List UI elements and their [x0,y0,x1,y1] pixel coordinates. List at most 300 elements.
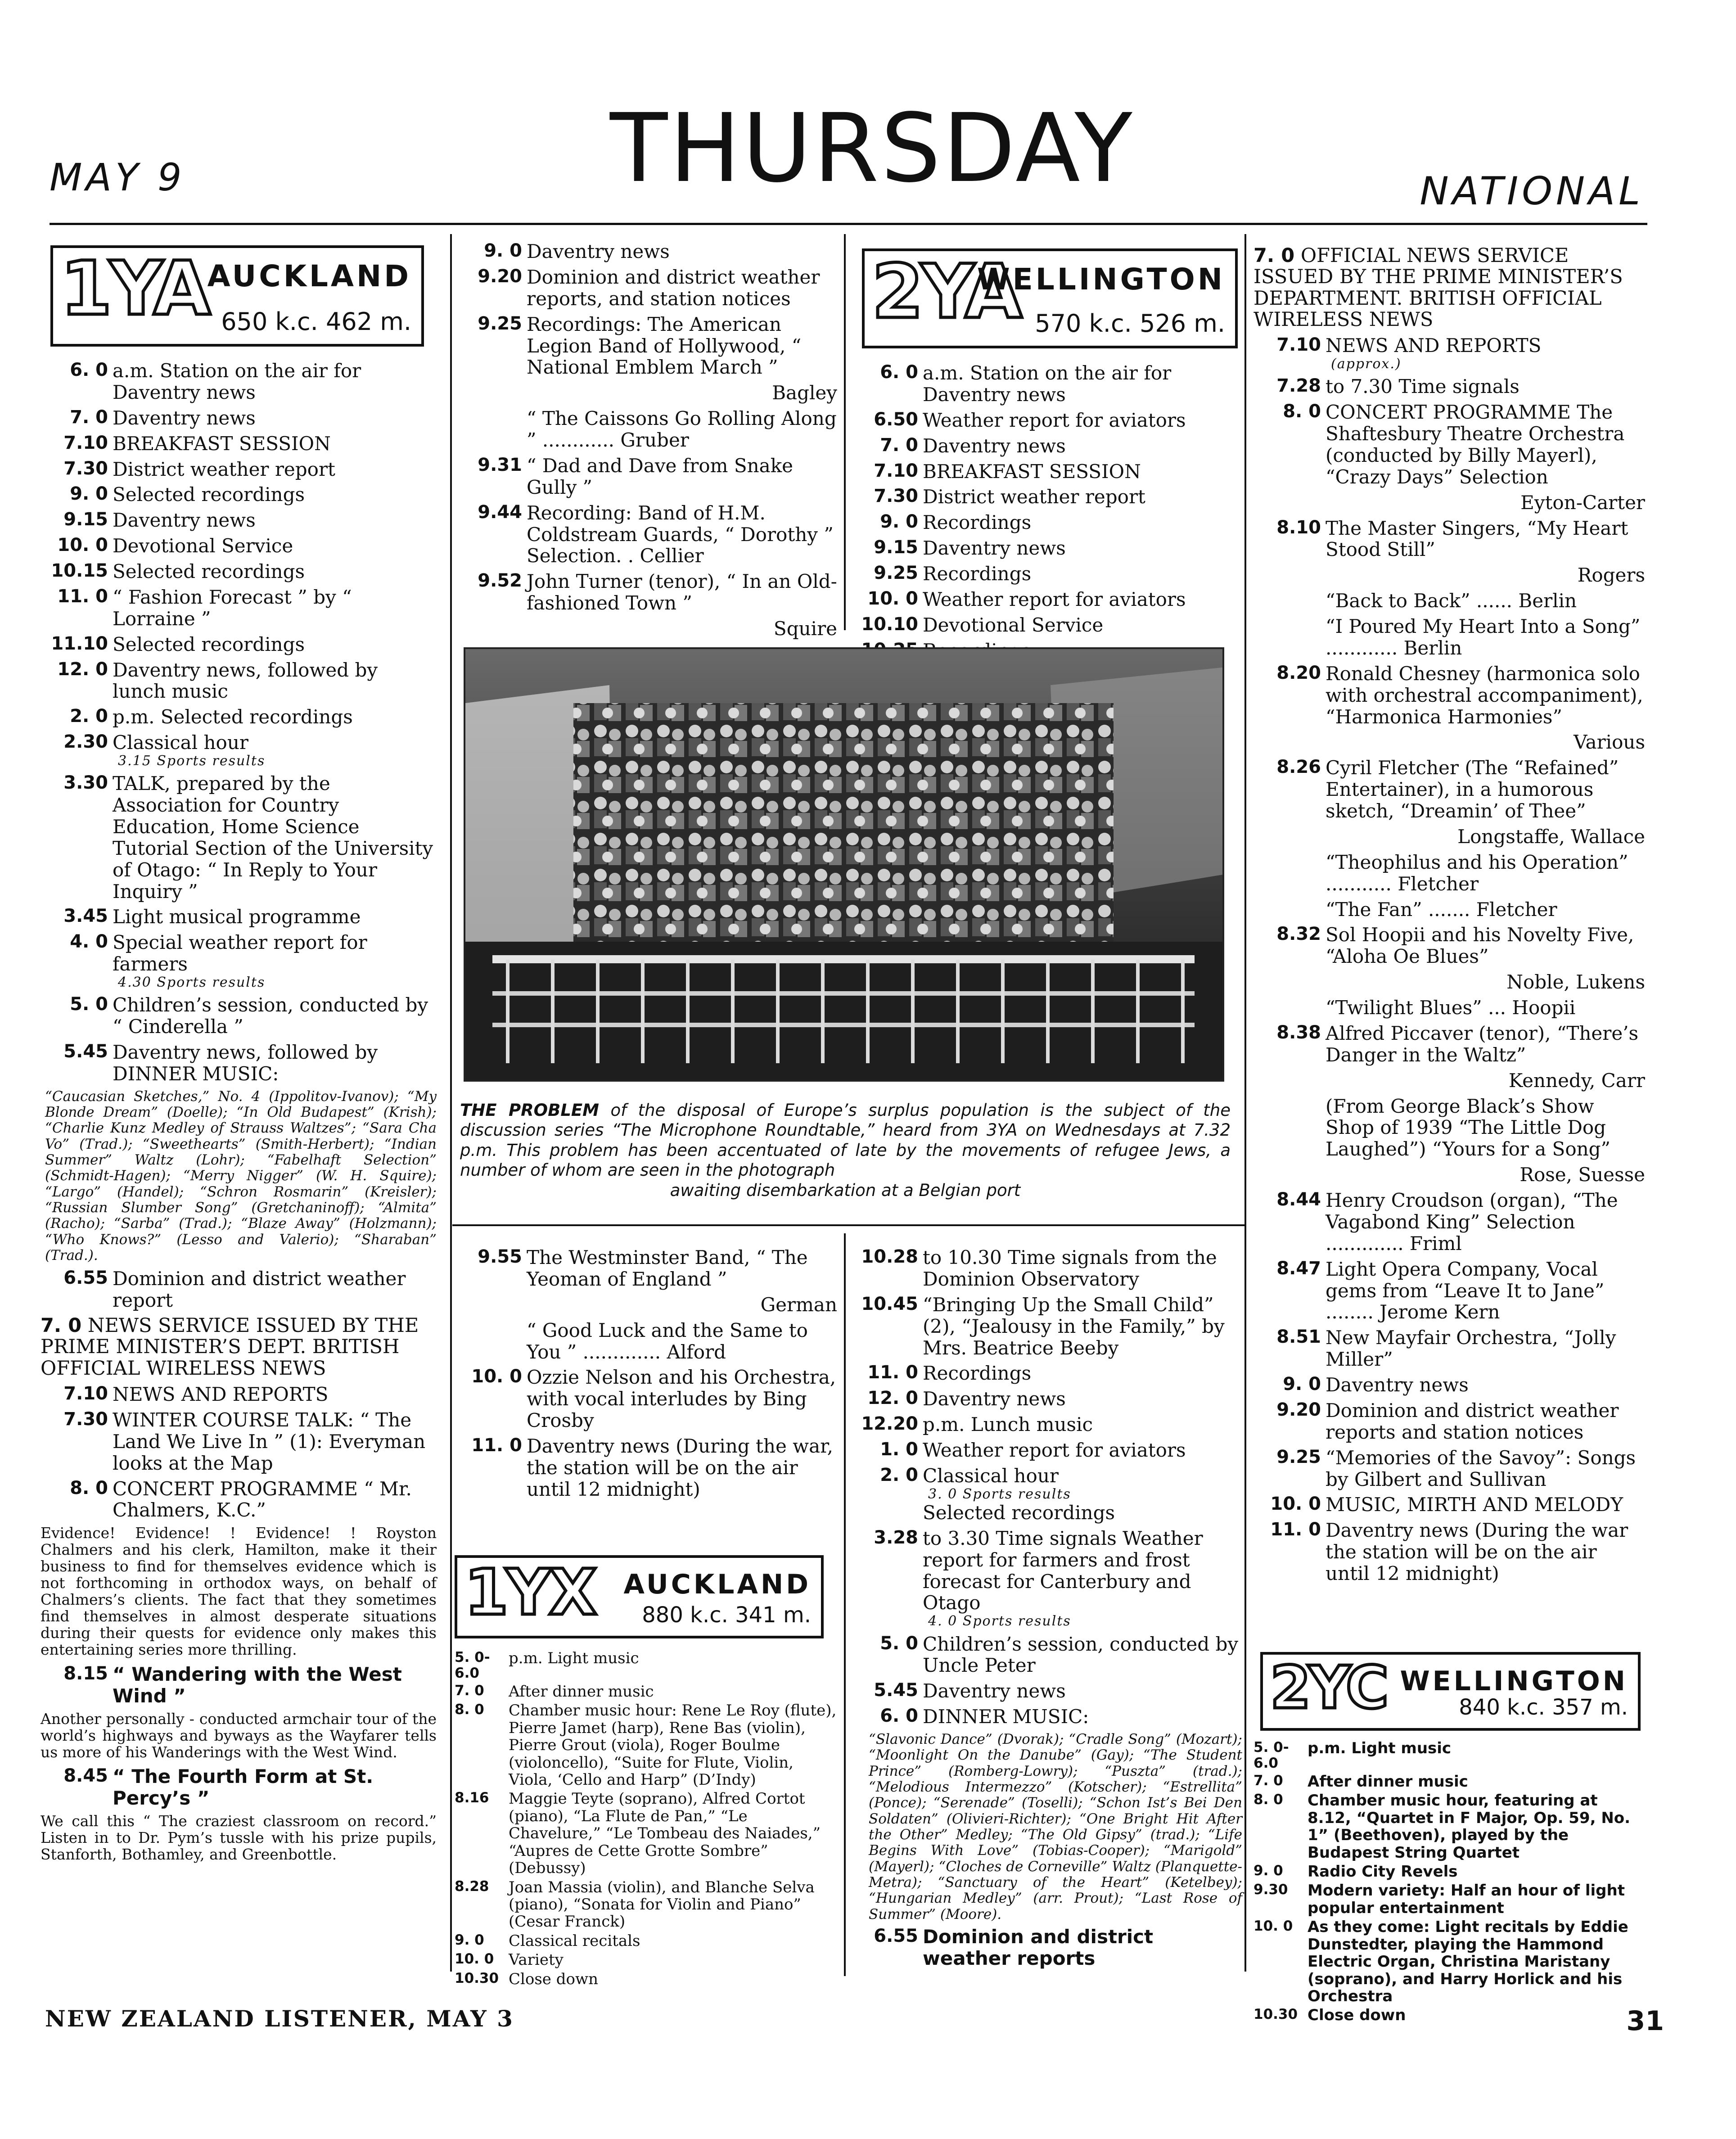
station-call-sign: 2YC [1270,1653,1386,1722]
schedule-text: Daventry news [923,1388,1066,1410]
schedule-list [41,1268,437,1311]
schedule-entry [1308,1792,1645,1861]
schedule-item [455,241,837,262]
schedule-time: 9. 0 [455,1931,484,1948]
schedule-item [1254,757,1645,822]
schedule-time: 3.45 [63,906,108,927]
schedule-time [455,408,522,451]
schedule-item [1254,852,1645,895]
dinner-music-list: “Slavonic Dance” (Dvorak); “Cradle Song” (Mozart); “Moonlight On the Danube” (Gay); “The Student Prince” (Romberg-Lowry); “Puszta” (trad.); “Melodious Intermezzo” (Kotscher); “Estrellita” (Ponce); “Serenade” (Toselli); “Schon Ist’s Bei Den Soldaten” (Olivieri-Richter); “One Bright Hit After the Other” Medley; “The Old Gipsy” (trad.); “Life Begins With Love” (Tobias-Cooper); “Marigold” (Mayerl); “Cloches de Corneville” Waltz (Planquette-Metra); “Sanctuary of the Heart” (Ketelbey); “Hungarian Medley” (arr. Prout); “Last Rose of Summer” (Moore). [869,1731,1242,1922]
schedule-time: 9.30 [1254,1882,1288,1898]
schedule-item [851,614,1242,636]
schedule-time: 8. 0 [70,1477,108,1498]
schedule-entry [1326,997,1645,1019]
schedule-list [1254,1740,1645,2024]
sports-results-note: 3. 0 Sports results [928,1486,1071,1502]
schedule-time: 8.20 [1276,662,1321,683]
schedule-text: After dinner music [1308,1773,1468,1791]
schedule-text: The Westminster Band, “ The Yeoman of England ” [527,1246,808,1290]
schedule-time: 12.20 [861,1413,918,1435]
schedule-item [1254,518,1645,561]
schedule-item [851,1388,1242,1410]
schedule-text: CONCERT PROGRAMME “ Mr. Chalmers, K.C.” [113,1477,412,1521]
schedule-item [455,1879,837,1931]
schedule-text: Recordings [923,1362,1032,1385]
schedule-item [41,1409,437,1474]
schedule-item [1254,1023,1645,1066]
schedule-item [1254,335,1645,372]
schedule-entry [113,659,437,703]
station-frequency: 570 k.c. 526 m. [1035,309,1225,338]
schedule-entry [1326,731,1645,753]
schedule-time: 8.15 [63,1663,108,1684]
schedule-time: 8. 0 [1283,401,1321,422]
schedule-text: Henry Croudson (organ), “The Vagabond King” Selection ............. Friml [1326,1189,1618,1255]
schedule-item [41,1664,437,1707]
station-box-1ya [50,245,424,347]
schedule-entry [509,1879,837,1931]
schedule-text: “ Dad and Dave from Snake Gully ” [527,454,793,498]
column-1ya-continued [455,241,837,644]
schedule-time: 3.28 [874,1527,918,1548]
schedule-text: “ The Fourth Form at St. Percy’s ” [113,1765,374,1810]
schedule-entry [113,773,437,902]
schedule-time: 7.10 [63,1383,108,1404]
schedule-list [41,360,437,1085]
page-number: 31 [1626,2005,1664,2037]
schedule-time: 9. 0 [1254,1863,1283,1879]
schedule-item [851,1926,1242,1969]
schedule-item [851,563,1242,585]
schedule-text: Close down [509,1970,598,1988]
schedule-text: Daventry news [923,434,1066,457]
schedule-item [1254,564,1645,586]
schedule-time: 8.44 [1276,1189,1321,1210]
schedule-time: 9.25 [1276,1446,1321,1467]
station-box-2yc [1260,1652,1641,1731]
schedule-text: Selected recordings [113,633,305,655]
schedule-item [41,906,437,928]
schedule-item [851,410,1242,431]
schedule-item [1254,924,1645,967]
schedule-time: 11.10 [51,633,108,654]
schedule-entry [509,1932,837,1949]
schedule-time [1254,852,1321,895]
schedule-list [1254,335,1645,1584]
schedule-item [851,1363,1242,1384]
station-call-sign: 2YA [872,248,1020,335]
schedule-text: Various [1574,731,1645,754]
schedule-time: 5. 0-6.0 [1254,1739,1289,1772]
schedule-list [41,1384,437,1521]
schedule-item [1254,1918,1645,2005]
schedule-item [41,634,437,655]
schedule-text: NEWS AND REPORTS [1326,334,1542,357]
column-1ya-late [455,1247,837,1504]
schedule-entry [923,1294,1242,1359]
schedule-item [851,512,1242,533]
schedule-text: p.m. Lunch music [923,1413,1093,1436]
schedule-text: Daventry news [113,509,256,532]
schedule-item [41,1042,437,1085]
schedule-item [1254,1792,1645,1861]
schedule-time: 8.51 [1276,1327,1321,1348]
schedule-time: 1. 0 [880,1439,918,1460]
schedule-entry [1308,1773,1645,1790]
schedule-list [851,362,1242,662]
schedule-time: 9. 0 [1283,1374,1321,1394]
schedule-item [1254,1863,1645,1880]
schedule-subtext: Selected recordings [923,1501,1115,1524]
schedule-entry [1326,852,1645,895]
schedule-text: “ Good Luck and the Same to You ” ............. Alford [527,1319,808,1363]
schedule-time: 8.16 [455,1790,489,1806]
schedule-text: (From George Black’s Show Shop of 1939 “The Little Dog Laughed”) “Yours for a Song” [1326,1095,1611,1160]
schedule-text: Weather report for aviators [923,409,1186,431]
schedule-time: 2. 0 [70,706,108,727]
schedule-text: Longstaffe, Wallace [1457,825,1645,848]
schedule-text: Recordings [923,563,1032,585]
schedule-item [455,618,837,640]
schedule-entry [1326,1096,1645,1160]
schedule-text: Radio City Revels [1308,1863,1458,1881]
schedule-item [1254,1773,1645,1790]
column-2yc [1254,1740,1645,2026]
column-divider [844,1233,846,1976]
schedule-entry [1326,1520,1645,1584]
schedule-time: 9.55 [478,1246,522,1267]
schedule-time: 7. 0 [41,1314,82,1337]
schedule-text: CONCERT PROGRAMME The Shaftesbury Theatre Orchestra (conducted by Billy Mayerl), “Crazy Days” Selection [1326,401,1625,488]
schedule-entry [527,1247,837,1290]
schedule-item [851,1680,1242,1702]
schedule-time: 7.10 [874,460,918,481]
schedule-text: John Turner (tenor), “ In an Old-fashioned Town ” [527,570,837,614]
schedule-entry [1326,1164,1645,1186]
schedule-text: Ronald Chesney (harmonica solo with orchestral accompaniment), “Harmonica Harmonies” [1326,662,1643,728]
schedule-item [455,382,837,404]
schedule-entry [509,1971,837,1988]
schedule-text: “Twilight Blues” ... Hoopii [1326,997,1576,1019]
schedule-text: p.m. Light music [509,1649,639,1667]
schedule-time: 7. 0 [1254,244,1295,267]
schedule-text: Recordings [923,511,1032,534]
schedule-text: Modern variety: Half an hour of light popular entertainment [1308,1882,1625,1917]
station-city: WELLINGTON [1400,1665,1628,1697]
schedule-time [455,618,522,640]
column-divider [1245,234,1246,1972]
schedule-text: Noble, Lukens [1506,971,1645,993]
news-service-item [1254,245,1645,330]
schedule-entry [1326,1494,1645,1516]
schedule-time: 7.30 [874,486,918,507]
column-1yx [455,1650,837,1990]
schedule-time: 5. 0-6.0 [455,1649,490,1682]
schedule-item [41,994,437,1038]
schedule-text: Maggie Teyte (soprano), Alfred Cortot (piano), “La Flute de Pan,” “Le Chavelure,” “Le Tombeau des Naiades,” “Aupres de Cette Grotte Sombre” (Debussy) [509,1790,821,1877]
schedule-time: 6. 0 [880,1706,918,1727]
schedule-item [1254,826,1645,848]
schedule-entry [1326,616,1645,659]
schedule-text: Recordings: The American Legion Band of Hollywood, “ National Emblem March ” [527,313,802,379]
schedule-text: NEWS SERVICE ISSUED BY THE PRIME MINISTER’S DEPT. BRITISH OFFICIAL WIRELESS NEWS [41,1314,419,1380]
schedule-text: to 3.30 Time signals Weather report for farmers and frost forecast for Canterbury and Otago [923,1527,1203,1614]
schedule-entry [1308,1863,1645,1880]
schedule-entry [923,435,1242,457]
schedule-item [455,1951,837,1968]
schedule-entry [923,1528,1242,1629]
schedule-entry [113,407,437,429]
program-blurb: Another personally - conducted armchair tour of the world’s highways and byways as the Wayfarer tells us more of his Wanderings with the West Wind. [41,1710,437,1761]
schedule-time: 9.20 [1276,1399,1321,1420]
schedule-entry [527,314,837,379]
schedule-entry [113,587,437,630]
schedule-time [1254,899,1321,921]
sports-results-note: 4. 0 Sports results [928,1613,1071,1629]
schedule-entry [527,1367,837,1431]
schedule-text: BREAKFAST SESSION [923,460,1141,483]
schedule-time: 6. 0 [880,362,918,383]
schedule-text: Weather report for aviators [923,1439,1186,1461]
schedule-entry [527,1435,837,1500]
schedule-item [41,773,437,902]
program-blurb: We call this “ The craziest classroom on record.” Listen in to Dr. Pym’s tussle with his prize pupils, Stanforth, Bothamley, and Greenbottle. [41,1812,437,1864]
schedule-item [1254,1740,1645,1771]
caption-rule [452,1224,1245,1226]
schedule-time: 8.47 [1276,1258,1321,1279]
schedule-text: Daventry news [923,537,1066,560]
schedule-text: Daventry news [527,240,670,262]
column-2ya-day [851,1247,1242,1973]
schedule-entry [923,1465,1242,1524]
schedule-text: Dominion and district weather reports and station notices [1326,1399,1619,1443]
schedule-text: Variety [509,1951,564,1969]
schedule-time: 10. 0 [57,535,108,556]
schedule-item [455,266,837,310]
schedule-text: Rogers [1577,564,1645,587]
schedule-text: Chamber music hour: Rene Le Roy (flute), Pierre Jamet (harp), Rene Bas (violin), Pierre Grout (viola), Roger Boulme (violoncello), “Suite for Flute, Violin, Viola, ‘Cello and Harp” (D’Indy) [509,1701,837,1789]
schedule-entry [1326,518,1645,561]
schedule-entry [113,732,437,769]
schedule-item [41,587,437,630]
schedule-time [1254,1096,1321,1160]
schedule-item [1254,1096,1645,1160]
schedule-time: 10.30 [1254,2006,1298,2023]
schedule-time: 9.44 [478,501,522,523]
schedule-time: 9. 0 [70,483,108,505]
footer-publication: NEW ZEALAND LISTENER, MAY 3 [45,2005,514,2032]
schedule-item [455,1702,837,1788]
schedule-item [1254,997,1645,1019]
schedule-text: Daventry news [1326,1374,1469,1396]
schedule-entry [1326,1259,1645,1323]
schedule-item [455,1367,837,1431]
schedule-time: 8. 0 [455,1701,484,1718]
schedule-entry [923,1634,1242,1677]
schedule-entry [923,1363,1242,1384]
schedule-entry [113,1409,437,1474]
sports-results-note: (approx.) [1331,356,1402,372]
schedule-entry [113,1268,437,1311]
schedule-text: Chamber music hour, featuring at 8.12, “Quartet in F Major, Op. 59, No. 1” (Beethoven), played by the Budapest String Quartet [1308,1792,1631,1862]
schedule-text: Squire [773,618,837,640]
schedule-entry [527,1320,837,1363]
schedule-item [455,1650,837,1681]
sports-results-note: 4.30 Sports results [118,975,266,991]
schedule-time: 9.20 [478,266,522,287]
schedule-entry [923,486,1242,508]
schedule-time: 8.32 [1276,924,1321,945]
schedule-item [41,484,437,505]
schedule-time: 9.31 [478,454,522,475]
schedule-item [41,706,437,728]
schedule-time: 7.10 [1276,334,1321,356]
schedule-time: 7. 0 [880,434,918,456]
network-label: NATIONAL [1420,169,1644,214]
schedule-entry [923,537,1242,559]
schedule-time: 5. 0 [70,994,108,1015]
schedule-entry [1326,971,1645,993]
schedule-time: 9.25 [478,313,522,334]
schedule-text: Daventry news [923,1680,1066,1702]
schedule-text: TALK, prepared by the Association for Country Education, Home Science Tutorial Section of the University of Otago: “ In Reply to Your Inquiry ” [113,772,433,903]
schedule-item [41,459,437,480]
schedule-text: “ Wandering with the West Wind ” [113,1663,402,1707]
schedule-text: “The Fan” ....... Fletcher [1326,898,1557,921]
schedule-item [41,535,437,557]
schedule-time: 9.25 [874,563,918,583]
schedule-entry [1308,1882,1645,1917]
schedule-text: NEWS AND REPORTS [113,1383,329,1405]
schedule-entry [923,1680,1242,1702]
schedule-item [41,1478,437,1521]
schedule-entry [113,360,437,403]
schedule-text: “Bringing Up the Small Child” (2), “Jealousy in the Family,” by Mrs. Beatrice Beeby [923,1293,1225,1359]
schedule-item [41,407,437,429]
schedule-entry [923,1706,1242,1728]
schedule-time: 9. 0 [880,511,918,532]
schedule-time: 2.30 [63,731,108,753]
schedule-entry [1326,1374,1645,1396]
schedule-item [1254,1190,1645,1255]
schedule-text: “Back to Back” ...... Berlin [1326,590,1577,612]
schedule-entry [527,502,837,567]
column-1ya [41,360,437,1868]
schedule-text: Cyril Fletcher (The “Refained” Entertainer), in a humorous sketch, “Dreamin’ of Thee” [1326,757,1619,822]
photo-caption [460,1101,1231,1200]
schedule-entry [923,563,1242,585]
schedule-entry [1326,402,1645,488]
schedule-item [851,1440,1242,1461]
station-city: WELLINGTON [977,262,1225,297]
schedule-item [41,360,437,403]
schedule-item [455,1247,837,1290]
schedule-time [1254,616,1321,659]
schedule-item [455,1932,837,1949]
column-divider [450,234,452,1972]
schedule-text: District weather report [113,458,335,480]
schedule-time: 10.30 [455,1970,499,1986]
schedule-time [455,1320,522,1363]
schedule-item [1254,663,1645,728]
station-box-1yx [455,1555,824,1638]
schedule-list [455,1247,837,1500]
schedule-text: German [760,1293,837,1316]
station-city: AUCKLAND [207,259,411,293]
schedule-item [455,1320,837,1363]
schedule-entry [923,1414,1242,1435]
schedule-entry [509,1702,837,1788]
schedule-entry [527,1294,837,1316]
schedule-entry [1326,1190,1645,1255]
schedule-time [1254,492,1321,514]
schedule-entry [113,1478,437,1521]
schedule-entry [113,994,437,1038]
schedule-time [1254,564,1321,586]
schedule-item [455,1294,837,1316]
schedule-text: Sol Hoopii and his Novelty Five, “Aloha Oe Blues” [1326,924,1634,968]
schedule-text: a.m. Station on the air for Daventry news [113,360,361,403]
schedule-text: New Mayfair Orchestra, “Jolly Miller” [1326,1327,1616,1371]
schedule-time [1254,1164,1321,1186]
schedule-item [1254,402,1645,488]
program-blurb: Evidence! Evidence! ! Evidence! ! Royston Chalmers and his clerk, Hamilton, make it their business to find for themselves evidence which is not forthcoming in orthodox ways, on behalf of Chalmers’s clients. The fact that they sometimes find themselves in almost desperate situations during their quests for evidence only makes this entertaining series more thrilling. [41,1524,437,1658]
schedule-time: 8.28 [455,1878,489,1895]
refugee-photograph [464,647,1224,1082]
schedule-time: 10. 0 [1270,1494,1321,1515]
column-divider [844,234,846,630]
station-frequency: 840 k.c. 357 m. [1459,1695,1628,1720]
schedule-time: 11. 0 [471,1435,522,1456]
schedule-time [1254,971,1321,993]
schedule-entry [113,706,437,728]
schedule-item [1254,616,1645,659]
schedule-text: Light musical programme [113,906,361,928]
schedule-entry [923,1440,1242,1461]
schedule-text: BREAKFAST SESSION [113,432,331,455]
schedule-time: 10.28 [861,1246,918,1267]
schedule-item [455,571,837,614]
schedule-entry [1326,564,1645,586]
schedule-item [41,561,437,582]
schedule-item [41,1766,437,1809]
schedule-text: Bagley [772,382,837,404]
schedule-time: 5.45 [63,1041,108,1062]
schedule-text: “I Poured My Heart Into a Song” ............ Berlin [1326,615,1641,659]
header-rule [50,223,1647,225]
schedule-time: 6.55 [63,1268,108,1289]
schedule-text: Special weather report for farmers [113,931,367,975]
photo-illustration [465,649,1224,1082]
schedule-text: Children’s session, conducted by Uncle Peter [923,1633,1239,1677]
schedule-entry [527,618,837,640]
schedule-time: 7.10 [63,432,108,453]
station-frequency: 880 k.c. 341 m. [642,1602,811,1628]
schedule-time: 10. 0 [1254,1918,1293,1935]
schedule-entry [113,1384,437,1405]
schedule-item [1254,1327,1645,1370]
schedule-time [1254,590,1321,612]
schedule-time: 10. 0 [867,588,918,609]
schedule-text: DINNER MUSIC: [923,1706,1089,1728]
news-service-item [41,1315,437,1379]
schedule-text: p.m. Selected recordings [113,706,353,728]
schedule-text: a.m. Station on the air for Daventry news [923,362,1172,406]
schedule-entry [113,1042,437,1085]
schedule-time: 8. 0 [1254,1792,1283,1808]
schedule-entry [527,571,837,614]
schedule-time: 2. 0 [880,1464,918,1485]
